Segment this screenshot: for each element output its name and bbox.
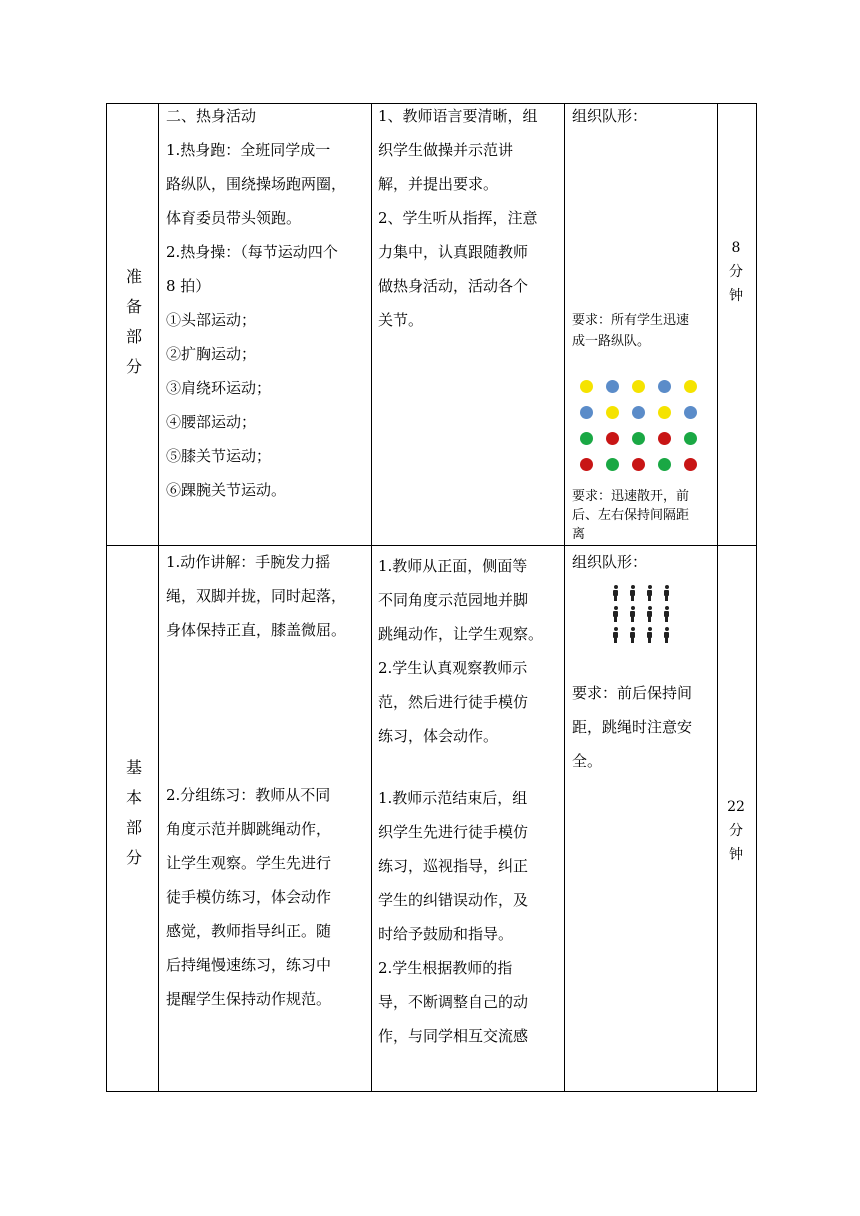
student-figure-icon: [646, 585, 653, 601]
basic-section-label: [114, 753, 154, 873]
text-line: 后持绳慢速练习，练习中: [166, 956, 332, 974]
text-line: ⑥踝腕关节运动。: [166, 481, 287, 499]
prep-org-requirement-2: [572, 487, 714, 544]
text-line: 角度示范并脚跳绳动作，: [166, 820, 332, 838]
student-figure-icon: [612, 585, 619, 601]
text-line: 作，与同学相互交流感: [378, 1027, 529, 1045]
basic-time: [718, 795, 754, 867]
text-line: 跳绳动作，让学生观察。: [378, 625, 544, 643]
basic-method-practice: [378, 781, 562, 1053]
yellow-dot: [580, 380, 593, 393]
time-unit: 分: [729, 823, 743, 839]
yellow-dot: [658, 406, 671, 419]
student-figure-icon: [646, 606, 653, 622]
text-line: 1.教师示范结束后，组: [378, 789, 528, 807]
label-char: 备: [125, 297, 142, 316]
student-figure-icon: [663, 606, 670, 622]
text-line: 导，不断调整自己的动: [378, 993, 529, 1011]
blue-dot: [632, 406, 645, 419]
text-line: 解，并提出要求。: [378, 175, 499, 193]
student-figure-icon: [663, 627, 670, 643]
student-figure-icon: [612, 627, 619, 643]
basic-content-explanation: [166, 545, 368, 647]
time-unit: 钟: [729, 847, 743, 863]
text-line: 织学生做操并示范讲: [378, 141, 514, 159]
text-line: 力集中，认真跟随教师: [378, 243, 529, 261]
student-figure-icon: [612, 606, 619, 622]
prep-method: [378, 99, 562, 337]
text-line: 不同角度示范园地并脚: [378, 591, 529, 609]
text-line: 范，然后进行徒手模仿: [378, 693, 529, 711]
prep-content: [166, 99, 368, 507]
column-divider: [371, 103, 372, 1092]
student-figure-icon: [629, 627, 636, 643]
basic-org-requirement: [572, 676, 716, 778]
text-line: 让学生观察。学生先进行: [166, 854, 332, 872]
scattered-formation-diagram: [580, 380, 700, 475]
red-dot: [684, 458, 697, 471]
basic-content-practice: [166, 778, 368, 1016]
text-line: ③肩绕环运动；: [166, 379, 272, 397]
text-line: ⑤膝关节运动；: [166, 447, 272, 465]
text-line: 离: [572, 527, 586, 542]
text-line: 徒手模仿练习，体会动作: [166, 888, 332, 906]
green-dot: [580, 432, 593, 445]
time-value: 22: [727, 799, 745, 815]
text-line: 提醒学生保持动作规范。: [166, 990, 332, 1008]
green-dot: [606, 458, 619, 471]
column-divider: [158, 103, 159, 1092]
blue-dot: [684, 406, 697, 419]
red-dot: [606, 432, 619, 445]
time-value: 8: [731, 240, 741, 256]
text-line: 2.热身操：（每节运动四个: [166, 243, 338, 261]
text-line: 8 拍）: [166, 277, 211, 295]
prep-org-title: 组织队形：: [572, 107, 648, 125]
label-char: 部: [125, 327, 142, 346]
student-figure-icon: [646, 627, 653, 643]
time-unit: 钟: [729, 288, 743, 304]
student-figure-icon: [629, 585, 636, 601]
text-line: 做热身活动，活动各个: [378, 277, 529, 295]
red-dot: [632, 458, 645, 471]
text-line: 绳，双脚并拢，同时起落，: [166, 587, 347, 605]
prep-section-label: [114, 262, 154, 382]
standing-formation-diagram: [612, 585, 672, 645]
blue-dot: [658, 380, 671, 393]
label-char: 分: [125, 848, 142, 867]
text-line: 路纵队，围绕操场跑两圈，: [166, 175, 347, 193]
text-line: 要求：所有学生迅速: [572, 313, 690, 328]
text-line: 学生的纠错误动作，及: [378, 891, 529, 909]
text-line: 2、学生听从指挥，注意: [378, 209, 538, 227]
basic-method-demo: [378, 549, 562, 753]
yellow-dot: [684, 380, 697, 393]
text-line: 练习，巡视指导，纠正: [378, 857, 529, 875]
blue-dot: [580, 406, 593, 419]
text-line: 2.学生认真观察教师示: [378, 659, 528, 677]
text-line: 时给予鼓励和指导。: [378, 925, 514, 943]
text-line: 1、教师语言要清晰，组: [378, 107, 538, 125]
green-dot: [632, 432, 645, 445]
time-unit: 分: [729, 264, 743, 280]
text-line: 要求：前后保持间: [572, 684, 693, 702]
label-char: 分: [125, 357, 142, 376]
text-line: 后、左右保持间隔距: [572, 508, 690, 523]
text-line: ④腰部运动；: [166, 413, 257, 431]
text-line: 1.动作讲解：手腕发力摇: [166, 553, 331, 571]
text-line: 体育委员带头领跑。: [166, 209, 302, 227]
text-line: 身体保持正直，膝盖微屈。: [166, 621, 347, 639]
text-line: ②扩胸运动；: [166, 345, 257, 363]
red-dot: [580, 458, 593, 471]
text-line: 织学生先进行徒手模仿: [378, 823, 529, 841]
text-line: 感觉，教师指导纠正。随: [166, 922, 332, 940]
text-line: ①头部运动；: [166, 311, 257, 329]
prep-org-requirement-1: [572, 310, 714, 352]
yellow-dot: [606, 406, 619, 419]
text-line: 要求：迅速散开，前: [572, 489, 690, 504]
green-dot: [684, 432, 697, 445]
text-line: 成一路纵队。: [572, 334, 651, 349]
basic-org-title: 组织队形：: [572, 553, 648, 571]
text-line: 全。: [572, 752, 603, 770]
text-line: 1.热身跑：全班同学成一: [166, 141, 331, 159]
column-divider: [564, 103, 565, 1092]
label-char: 准: [125, 267, 142, 286]
text-line: 关节。: [378, 311, 424, 329]
text-line: 2.分组练习：教师从不同: [166, 786, 331, 804]
yellow-dot: [632, 380, 645, 393]
label-char: 基: [125, 758, 142, 777]
red-dot: [658, 432, 671, 445]
label-char: 本: [125, 788, 142, 807]
blue-dot: [606, 380, 619, 393]
text-line: 1.教师从正面，侧面等: [378, 557, 528, 575]
prep-time: [718, 236, 754, 308]
text-line: 2.学生根据教师的指: [378, 959, 513, 977]
text-line: 二、热身活动: [166, 107, 257, 125]
green-dot: [658, 458, 671, 471]
text-line: 距，跳绳时注意安: [572, 718, 693, 736]
student-figure-icon: [629, 606, 636, 622]
label-char: 部: [125, 818, 142, 837]
student-figure-icon: [663, 585, 670, 601]
text-line: 练习，体会动作。: [378, 727, 499, 745]
